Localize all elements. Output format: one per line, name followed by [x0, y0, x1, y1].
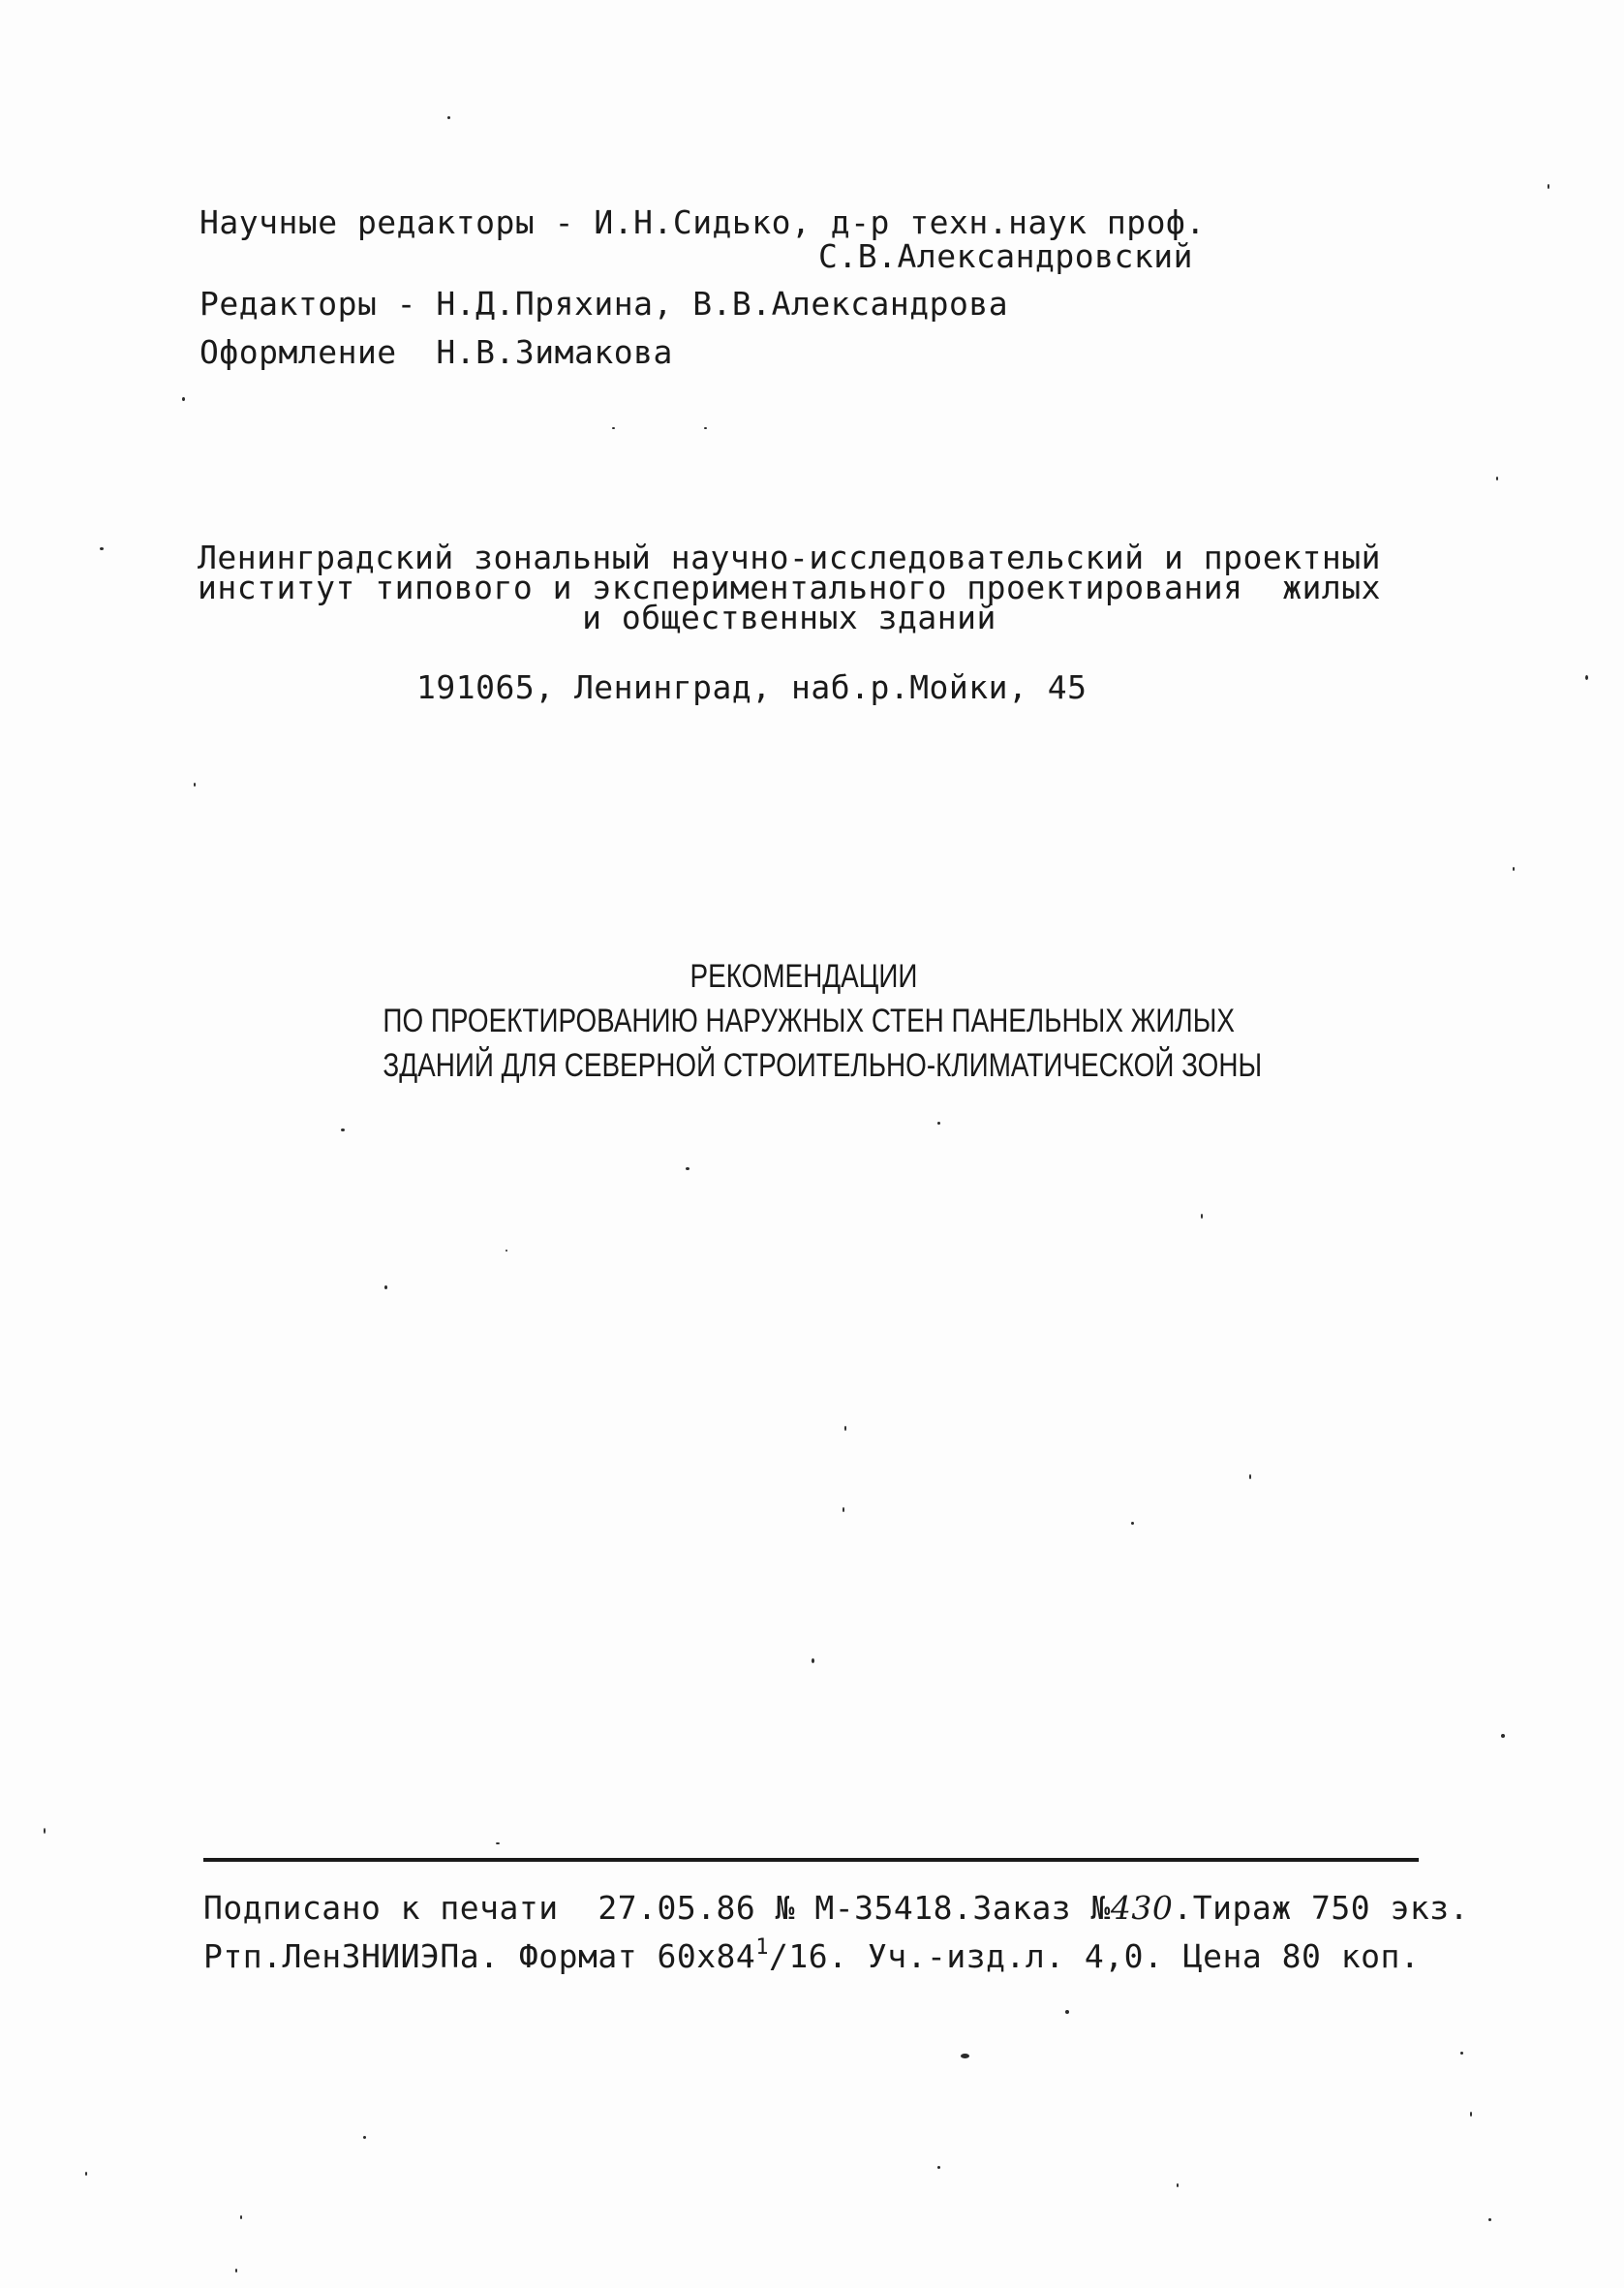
- scan-speck: [100, 547, 104, 550]
- scan-speck: [44, 1828, 46, 1834]
- scan-speck: [506, 1250, 507, 1252]
- scan-speck: [85, 2172, 87, 2176]
- title-line-1: РЕКОМЕНДАЦИИ: [689, 958, 918, 995]
- editors-line: Редакторы - Н.Д.Пряхина, В.В.Александрова: [199, 285, 1009, 323]
- scan-speck: [1065, 2010, 1069, 2014]
- institute-address: 191065, Ленинград, наб.р.Мойки, 45: [416, 668, 1088, 706]
- scan-speck: [1496, 477, 1498, 480]
- scan-speck: [843, 1507, 844, 1512]
- scan-speck: [1585, 675, 1588, 680]
- institute-line-1: Ленинградский зональный научно-исследовательский и проектный: [197, 539, 1382, 576]
- scientific-editors-line: Научные редакторы - И.Н.Сидько, д-р техн.наук проф.: [199, 203, 1206, 241]
- scan-speck: [844, 1426, 846, 1431]
- imprint-line-1-start: Подписано к печати 27.05.86 № М-35418.Заказ №: [203, 1889, 1111, 1927]
- scan-speck: [1177, 2183, 1179, 2187]
- scan-speck: [384, 1285, 387, 1289]
- scan-speck: [496, 1842, 500, 1844]
- imprint-line-1: [203, 1889, 1469, 1927]
- scan-speck: [1501, 1734, 1505, 1738]
- scan-speck: [1201, 1214, 1203, 1219]
- scan-speck: [341, 1129, 345, 1131]
- format-superscript: 1: [755, 1935, 770, 1960]
- scan-speck: [194, 783, 196, 787]
- imprint-line-1-end: .Тираж 750 экз.: [1173, 1889, 1469, 1927]
- design-credit-line: Оформление Н.В.Зимакова: [199, 333, 673, 371]
- title-line-2: ПО ПРОЕКТИРОВАНИЮ НАРУЖНЫХ СТЕН ПАНЕЛЬНЫХ ЖИЛЫХ: [383, 1003, 1236, 1039]
- scientific-editors-continuation: С.В.Александровский: [818, 237, 1193, 275]
- scan-speck: [704, 427, 707, 429]
- scan-speck: [182, 397, 185, 401]
- imprint-divider: [203, 1858, 1419, 1862]
- scan-speck: [1547, 184, 1549, 189]
- scan-speck: [1131, 1522, 1134, 1525]
- scan-speck: [1488, 2218, 1491, 2221]
- institute-block: [194, 539, 1385, 636]
- scan-speck: [1470, 2112, 1472, 2117]
- scan-speck: [937, 1122, 940, 1125]
- imprint-line-2: [203, 1935, 1421, 1975]
- order-number: 430: [1110, 1889, 1174, 1927]
- scan-speck: [447, 116, 450, 119]
- imprint-line-2-start: Ртп.ЛенЗНИИЭПа. Формат 60х84: [203, 1937, 756, 1975]
- scan-speck: [1513, 867, 1515, 871]
- institute-line-2: институт типового и экспериментального проектирования жилых: [197, 569, 1382, 606]
- scan-speck: [1460, 2052, 1463, 2055]
- scan-speck: [812, 1658, 814, 1663]
- scan-speck: [612, 427, 615, 429]
- imprint-line-2-end: /16. Уч.-изд.л. 4,0. Цена 80 коп.: [769, 1937, 1421, 1975]
- scan-speck: [686, 1167, 689, 1170]
- scan-speck: [363, 2136, 366, 2139]
- scan-speck: [961, 2054, 969, 2058]
- title-line-3: ЗДАНИЙ ДЛЯ СЕВЕРНОЙ СТРОИТЕЛЬНО-КЛИМАТИЧЕСКОЙ ЗОНЫ: [383, 1047, 1263, 1084]
- document-title: [383, 954, 1263, 1088]
- scan-speck: [937, 2166, 940, 2169]
- scan-speck: [240, 2215, 242, 2219]
- scan-speck: [1249, 1474, 1251, 1479]
- institute-line-3: и общественных зданий: [582, 599, 996, 636]
- scan-speck: [235, 2269, 237, 2273]
